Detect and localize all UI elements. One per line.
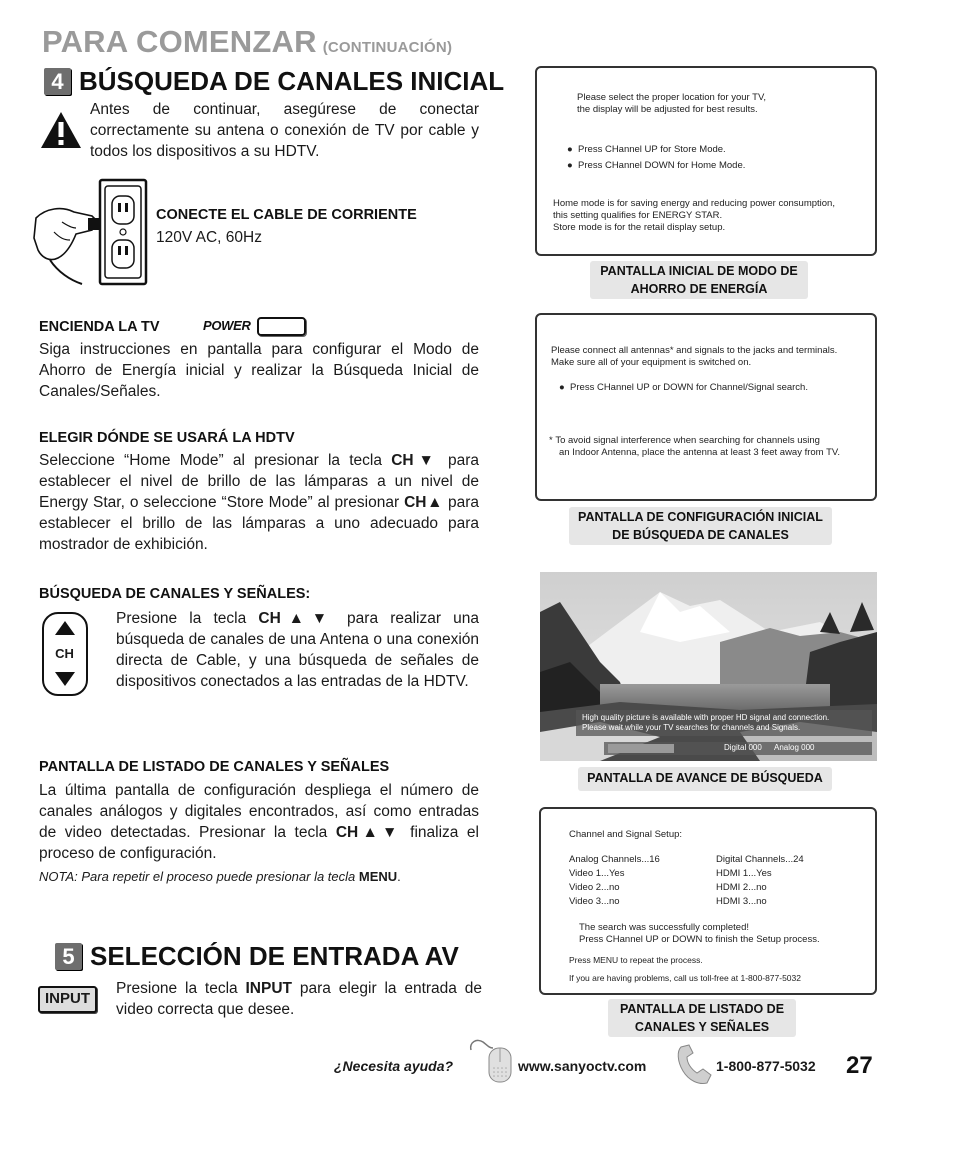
search-progress-screen: High quality picture is available with proper HD signal and connection. Please wait while your TV searches for channels and Signals. Digital 000 Analog 000 xyxy=(540,572,877,761)
section-title: BÚSQUEDA DE CANALES INICIAL xyxy=(79,65,505,96)
page-title-text: PARA COMENZAR xyxy=(42,24,317,59)
energy-mode-caption: PANTALLA INICIAL DE MODO DE AHORRO DE ENERGÍA xyxy=(590,261,808,299)
website-link[interactable]: www.sanyoctv.com xyxy=(518,1058,647,1074)
ch-up-key: CH▲ xyxy=(404,494,444,511)
channel-setup-caption: PANTALLA DE CONFIGURACIÓN INICIAL DE BÚSQUEDA DE CANALES xyxy=(569,507,832,545)
section-number-badge: 5 xyxy=(55,943,82,970)
section-5-heading xyxy=(55,939,459,972)
section-5-text: Presione la tecla INPUT para elegir la entrada de video correcta que desee. xyxy=(116,980,482,1018)
ch-button-label: CH xyxy=(55,646,74,661)
power-outlet-icon xyxy=(32,178,150,288)
warning-icon xyxy=(39,110,83,150)
page-subtitle: (CONTINUACIÓN) xyxy=(322,39,453,56)
connect-detail: 120V AC, 60Hz xyxy=(156,229,262,246)
channel-listing-caption: PANTALLA DE LISTADO DE CANALES Y SEÑALES xyxy=(608,999,796,1037)
channel-listing-screen: Channel and Signal Setup: Analog Channels...16 Video 1...Yes Video 2...no Video 3...no Digital Channels...24 HDMI 1...Yes HDMI 2...no HDMI 3...no The search was successfully completed! Press CHannel UP or DOWN to finish the Setup process. Press MENU to repeat the process. If you are having problems, call us toll-free at 1-800-877-5032 xyxy=(539,807,877,995)
search-text: Presione la tecla CH▲▼ para realizar una búsqueda de canales de una Antena o una conexión directa de Cable, y una búsqueda de señales de dispositivos conectados a las entradas de la HDTV. xyxy=(116,610,480,690)
search-progress-caption: PANTALLA DE AVANCE DE BÚSQUEDA xyxy=(578,767,832,791)
energy-mode-screen: Please select the proper location for your TV, the display will be adjusted for best results. ● Press CHannel UP for Store Mode. ● Press CHannel DOWN for Home Mode. Home mode is for saving energy and reducing power consumption, this setting qualifies for ENERGY STAR. Store mode is for the retail display setup. xyxy=(535,66,877,256)
list-text: La última pantalla de configuración despliega el número de canales análogos y digitales encontrados, así como entradas de video detectadas. Presionar la tecla CH▲▼ finaliza el proceso de configuración. xyxy=(39,782,479,862)
location-text: Seleccione “Home Mode” al presionar la tecla CH▼ para establecer el nivel de brillo de las lámparas a un nivel de Energy Star, o seleccione “Store Mode” al presionar CH▲ para establecer el brillo de las lámparas a uno adecuado para mostrador de exhibición. xyxy=(39,452,480,553)
section-title: SELECCIÓN DE ENTRADA AV xyxy=(90,940,459,971)
landscape-photo xyxy=(540,572,877,761)
menu-key: MENU xyxy=(358,869,398,884)
progress-bar xyxy=(608,744,674,753)
channel-setup-screen: Please connect all antennas* and signals to the jacks and terminals. Make sure all of your equipment is switched on. ● Press CHannel UP or DOWN for Channel/Signal search. * To avoid signal interference when searching for channels using an Indoor Antenna, place the antenna at least 3 feet away from TV. xyxy=(535,313,877,501)
ch-down-key: CH▼ xyxy=(391,452,439,469)
phone-number: 1-800-877-5032 xyxy=(716,1058,816,1074)
power-button-label: POWER xyxy=(203,318,251,333)
ch-updown-key: CH▲▼ xyxy=(258,610,335,627)
section-4-heading xyxy=(44,64,504,97)
location-heading: ELEGIR DÓNDE SE USARÁ LA HDTV xyxy=(39,430,295,446)
note-text: NOTA: Para repetir el proceso puede presionar la tecla MENU. xyxy=(39,869,401,884)
phone-icon xyxy=(675,1043,715,1087)
power-text: Siga instrucciones en pantalla para configurar el Modo de Ahorro de Energía inicial y realizar la Búsqueda Inicial de Canales/Señales. xyxy=(39,341,479,400)
warning-text: Antes de continuar, asegúrese de conectar correctamente su antena o conexión de TV por cable y todos los dispositivos a su HDTV. xyxy=(90,101,479,160)
input-button-icon: INPUT xyxy=(38,986,97,1013)
connect-heading: CONECTE EL CABLE DE CORRIENTE xyxy=(156,207,417,223)
ch-updown-key: CH▲▼ xyxy=(335,824,402,841)
mouse-icon xyxy=(467,1036,515,1086)
page-number: 27 xyxy=(846,1052,873,1079)
search-heading: BÚSQUEDA DE CANALES Y SEÑALES: xyxy=(39,586,311,602)
power-button-icon xyxy=(257,317,306,336)
section-number-badge: 4 xyxy=(44,68,71,95)
page-title xyxy=(42,24,452,60)
help-text: ¿Necesita ayuda? xyxy=(334,1058,454,1074)
power-heading: ENCIENDA LA TV xyxy=(39,319,160,335)
ch-button-icon xyxy=(42,612,88,696)
list-heading: PANTALLA DE LISTADO DE CANALES Y SEÑALES xyxy=(39,759,390,775)
input-key: INPUT xyxy=(245,980,292,997)
